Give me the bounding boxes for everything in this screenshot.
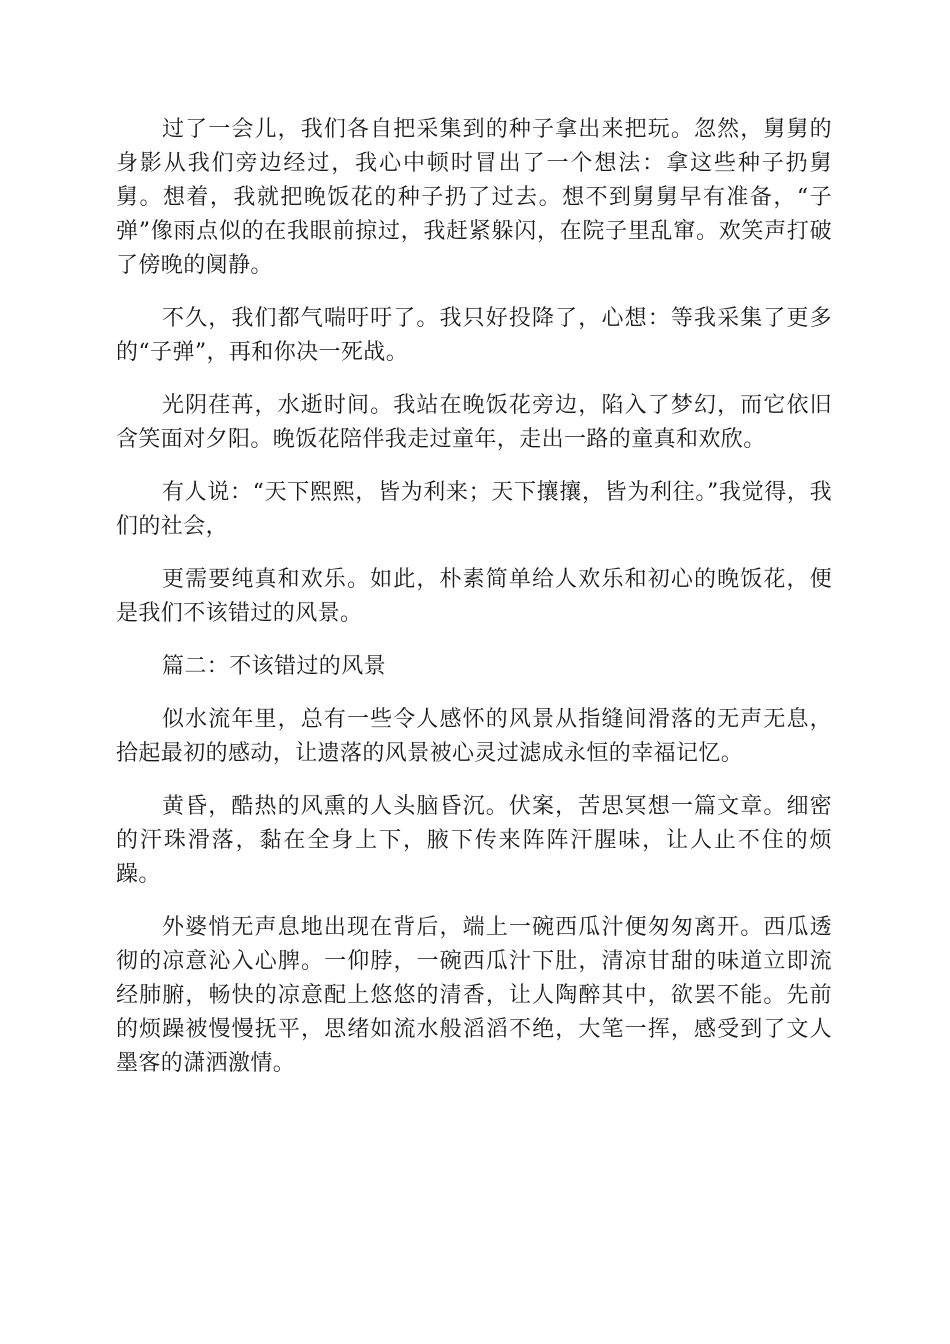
paragraph-3: 光阴荏苒，水逝时间。我站在晚饭花旁边，陷入了梦幻，而它依旧含笑面对夕阳。晚饭花陪伴我走过童年，走出一路的童真和欢欣。 [116, 393, 832, 452]
paragraph-6: 似水流年里，总有一些令人感怀的风景从指缝间滑落的无声无息，拾起最初的感动，让遗落的风景被心灵过滤成永恒的幸福记忆。 [116, 707, 832, 766]
paragraph-8: 外婆悄无声息地出现在背后，端上一碗西瓜汁便匆匆离开。西瓜透彻的凉意沁入心脾。一仰脖，一碗西瓜汁下肚，清凉甘甜的味道立即流经肺腑，畅快的凉意配上悠悠的清香，让人陶醉其中，欲罢不能。先前的烦躁被慢慢抚平，思绪如流水般滔滔不绝，大笔一挥，感受到了文人墨客的潇洒激情。 [116, 915, 832, 1076]
paragraph-4: 有人说：“天下熙熙，皆为利来；天下攘攘，皆为利往。”我觉得，我们的社会， [116, 480, 832, 539]
paragraph-1: 过了一会儿，我们各自把采集到的种子拿出来把玩。忽然，舅舅的身影从我们旁边经过，我心中顿时冒出了一个想法：拿这些种子扔舅舅。想着，我就把晚饭花的种子扔了过去。想不到舅舅早有准备，“子弹”像雨点似的在我眼前掠过，我赶紧躲闪，在院子里乱窜。欢笑声打破了傍晚的阒静。 [116, 117, 832, 278]
section-heading: 篇二：不该错过的风景 [162, 654, 387, 679]
paragraph-2: 不久，我们都气喘吁吁了。我只好投降了，心想：等我采集了更多的“子弹”，再和你决一死战。 [116, 306, 832, 365]
document-page [116, 113, 832, 1100]
paragraph-7: 黄昏，酷热的风熏的人头脑昏沉。伏案，苦思冥想一篇文章。细密的汗珠滑落，黏在全身上下，腋下传来阵阵汗腥味，让人止不住的烦躁。 [116, 794, 832, 887]
paragraph-5: 更需要纯真和欢乐。如此，朴素简单给人欢乐和初心的晚饭花，便是我们不该错过的风景。 [116, 567, 832, 626]
